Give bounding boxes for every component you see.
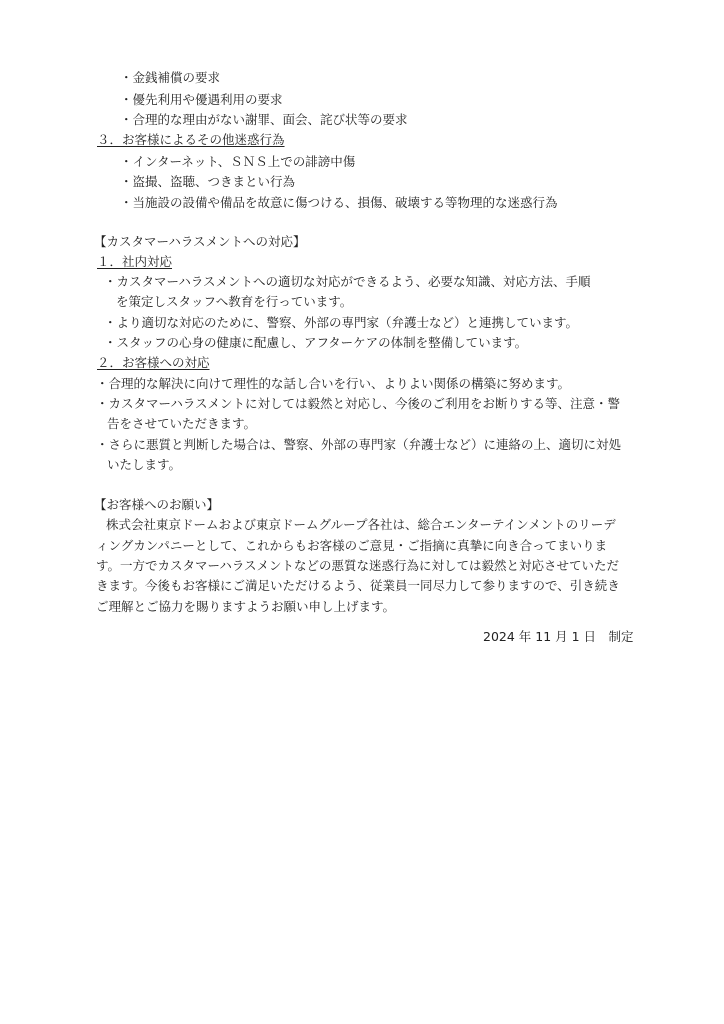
section-title: 【お客様へのお願い】 xyxy=(94,497,220,512)
section-heading: １．社内対応 xyxy=(97,254,173,269)
enactment-date: 2024 年 11 月 1 日 制定 xyxy=(483,629,634,644)
paragraph-line: 告をさせていただきます。 xyxy=(107,416,257,431)
paragraph-line: ・さらに悪質と判断した場合は、警察、外部の専門家（弁護士など）に連絡の上、適切に対処 xyxy=(96,437,622,452)
list-item: ・金銭補償の要求 xyxy=(120,70,221,85)
paragraph-line: きます。今後もお客様にご満足いただけるよう、従業員一同尽力して参りますので、引き続き xyxy=(96,578,620,593)
section-heading: ３．お客様によるその他迷惑行為 xyxy=(97,132,285,147)
section-title: 【カスタマーハラスメントへの対応】 xyxy=(94,234,306,249)
list-item: ・当施設の設備や備品を故意に傷つける、損傷、破壊する等物理的な迷惑行為 xyxy=(120,195,558,210)
paragraph-line: ・カスタマーハラスメントへの適切な対応ができるよう、必要な知識、対応方法、手順 xyxy=(104,274,591,289)
paragraph-line: いたします。 xyxy=(107,457,182,472)
list-item: ・盗撮、盗聴、つきまとい行為 xyxy=(120,174,296,189)
paragraph-line: 株式会社東京ドームおよび東京ドームグループ各社は、総合エンターテインメントのリーデ xyxy=(106,517,616,532)
list-item: ・合理的な理由がない謝罪、面会、詫び状等の要求 xyxy=(120,112,408,127)
paragraph-line: ・カスタマーハラスメントに対しては毅然と対応し、今後のご利用をお断りする等、注意・警 xyxy=(96,396,621,411)
paragraph-line: ご理解とご協力を賜りますようお願い申し上げます。 xyxy=(96,599,396,614)
paragraph-line: ィングカンパニーとして、これからもお客様のご意見・ご指摘に真摯に向き合ってまいりま xyxy=(96,538,608,553)
paragraph-line: ・スタッフの心身の健康に配慮し、アフターケアの体制を整備しています。 xyxy=(104,335,528,350)
paragraph-line: ・合理的な解決に向けて理性的な話し合いを行い、よりよい関係の構築に努めます。 xyxy=(96,376,571,391)
paragraph-line: す。一方でカスタマーハラスメントなどの悪質な迷惑行為に対しては毅然と対応させていただ xyxy=(96,558,620,573)
section-heading: ２．お客様への対応 xyxy=(97,355,210,370)
paragraph-line: を策定しスタッフへ教育を行っています。 xyxy=(116,294,353,309)
paragraph-line: ・より適切な対応のために、警察、外部の専門家（弁護士など）と連携しています。 xyxy=(104,315,579,330)
list-item: ・優先利用や優遇利用の要求 xyxy=(120,92,283,107)
list-item: ・インターネット、ＳＮＳ上での誹謗中傷 xyxy=(120,154,356,169)
